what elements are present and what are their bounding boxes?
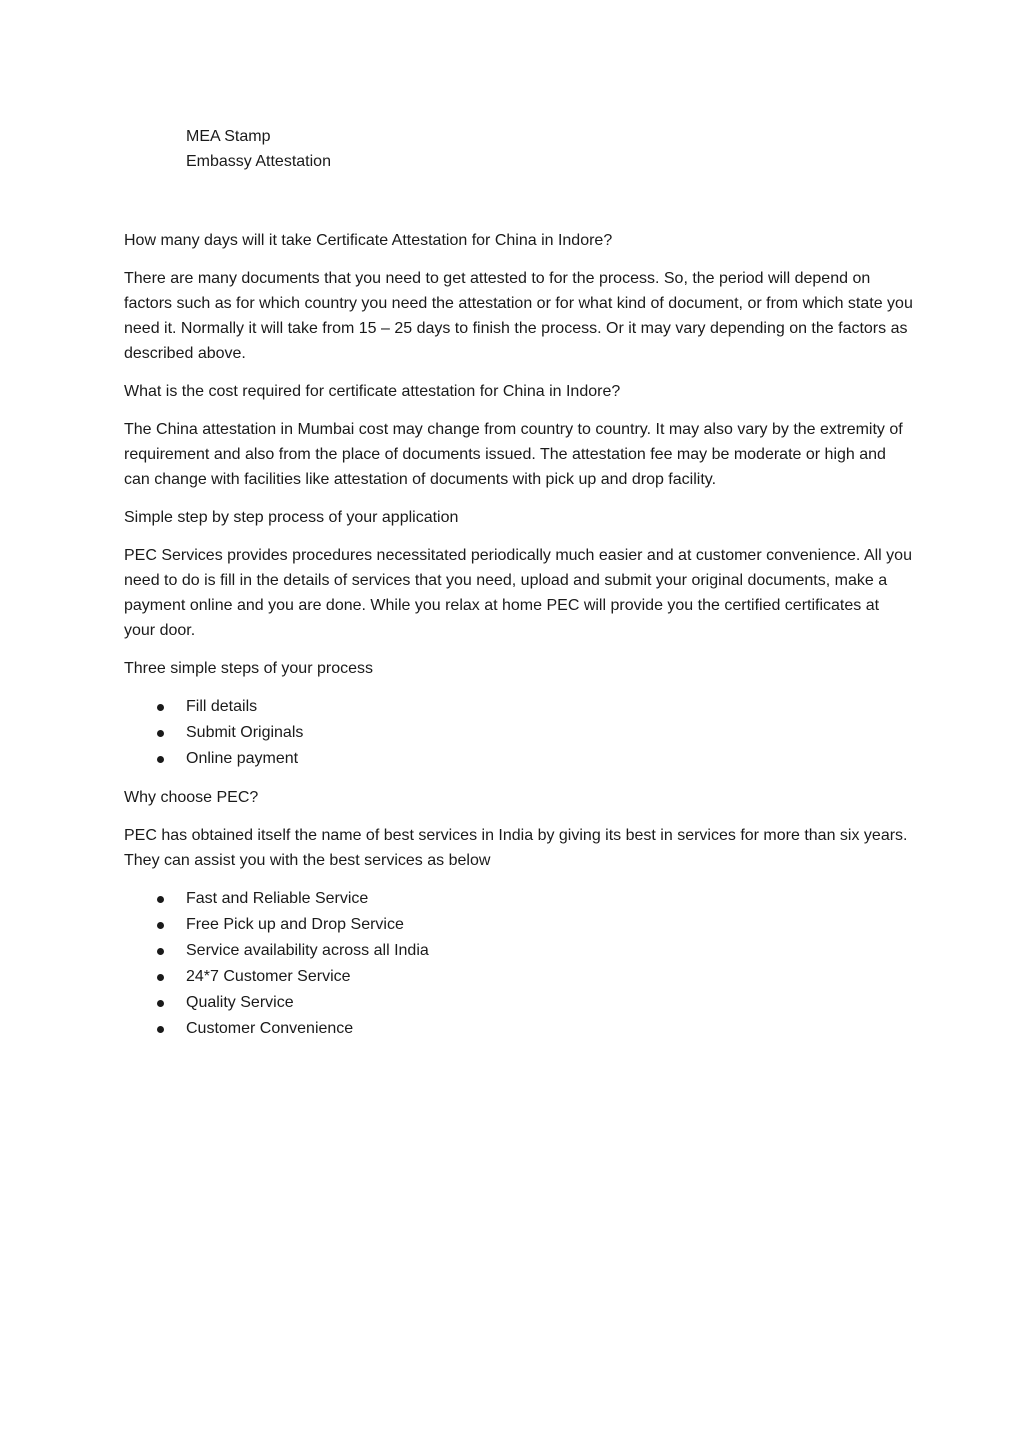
- bullet-icon: [157, 756, 164, 763]
- list-item: [124, 694, 914, 720]
- answer-days: There are many documents that you need to get attested to for the process. So, the period will depend on factors such as for which country you need the attestation or for what kind of document, or from which state you need it. Normally it will take from 15 – 25 days to finish the process. Or it may vary depending on the factors as described above.: [124, 270, 913, 362]
- list-item-label: Submit Originals: [186, 724, 304, 741]
- header-line-embassy-attestation: Embassy Attestation: [186, 153, 331, 170]
- list-item: [124, 1016, 914, 1042]
- list-item-label: Service availability across all India: [186, 942, 429, 959]
- bullet-icon: [157, 948, 164, 955]
- list-item-label: Fill details: [186, 698, 258, 715]
- list-item-label: 24*7 Customer Service: [186, 968, 351, 985]
- heading-process: Simple step by step process of your application: [124, 509, 459, 526]
- list-item-label: Online payment: [186, 750, 299, 767]
- list-item: [124, 912, 914, 938]
- answer-cost: The China attestation in Mumbai cost may change from country to country. It may also vary by the extremity of requirement and also from the place of documents issued. The attestation fee may be moderate or high and can change with facilities like attestation of documents with pick up and drop facility.: [124, 421, 903, 488]
- document-body: [124, 124, 914, 1055]
- list-item: [124, 886, 914, 912]
- bullet-icon: [157, 896, 164, 903]
- bullet-icon: [157, 974, 164, 981]
- list-item: [124, 746, 914, 772]
- question-cost: What is the cost required for certificate attestation for China in Indore?: [124, 383, 621, 400]
- list-item-label: Fast and Reliable Service: [186, 890, 369, 907]
- benefits-list: [124, 886, 914, 1042]
- paragraph-process: PEC Services provides procedures necessitated periodically much easier and at customer convenience. All you need to do is fill in the details of services that you need, upload and submit your original documents, make a payment online and you are done. While you relax at home PEC will provide you the certified certificates at your door.: [124, 547, 912, 639]
- list-item: [124, 938, 914, 964]
- list-item-label: Customer Convenience: [186, 1020, 354, 1037]
- header-lines: [186, 124, 914, 174]
- list-item-label: Free Pick up and Drop Service: [186, 916, 404, 933]
- bullet-icon: [157, 704, 164, 711]
- bullet-icon: [157, 922, 164, 929]
- bullet-icon: [157, 730, 164, 737]
- paragraph-why-choose: PEC has obtained itself the name of best services in India by giving its best in services for more than six years. They can assist you with the best services as below: [124, 827, 908, 869]
- bullet-icon: [157, 1026, 164, 1033]
- list-item: [124, 964, 914, 990]
- bullet-icon: [157, 1000, 164, 1007]
- header-line-mea-stamp: MEA Stamp: [186, 128, 271, 145]
- list-item: [124, 990, 914, 1016]
- list-item: [124, 720, 914, 746]
- question-days: How many days will it take Certificate Attestation for China in Indore?: [124, 232, 613, 249]
- heading-three-steps: Three simple steps of your process: [124, 660, 373, 677]
- list-item-label: Quality Service: [186, 994, 294, 1011]
- heading-why-choose: Why choose PEC?: [124, 789, 259, 806]
- steps-list: [124, 694, 914, 772]
